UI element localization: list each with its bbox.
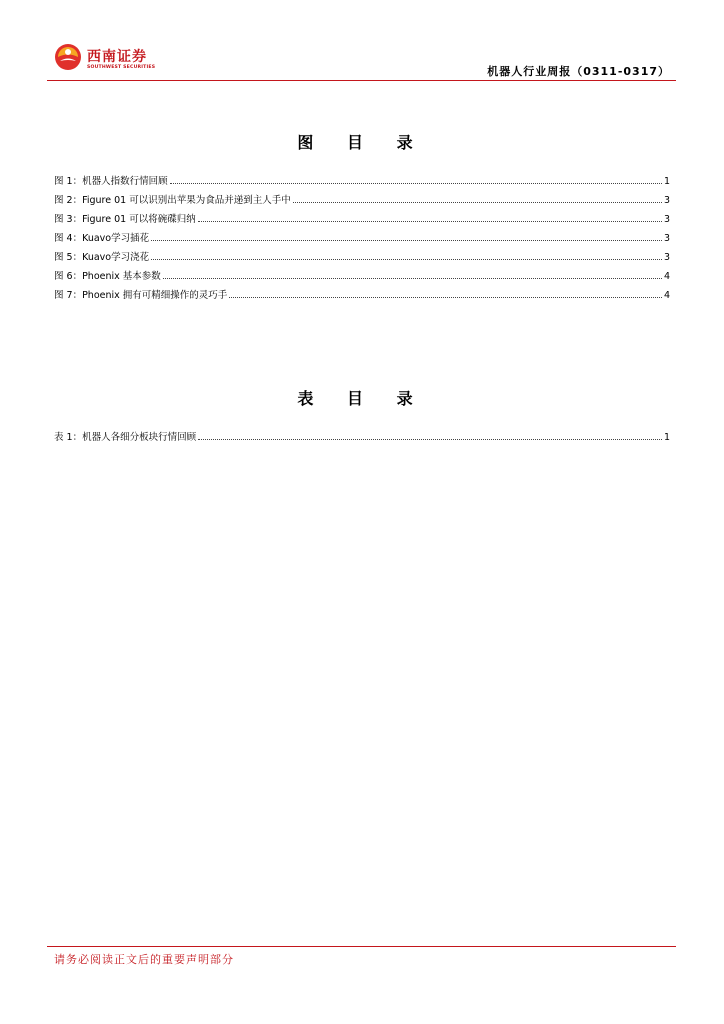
toc-entry[interactable] <box>54 187 670 206</box>
header-divider <box>47 80 676 81</box>
footer-divider <box>47 946 676 947</box>
toc-entry[interactable] <box>54 168 670 187</box>
logo-chinese-name: 西南证券 <box>87 49 147 65</box>
footer-disclaimer: 请务必阅读正文后的重要声明部分 <box>54 953 234 966</box>
table-toc-list <box>54 424 670 443</box>
page-header <box>0 0 724 82</box>
toc-entry[interactable] <box>54 263 670 282</box>
logo-icon <box>54 43 82 71</box>
toc-entry-label[interactable]: 图 3：Figure 01 可以将碗碟归纳 <box>54 214 196 225</box>
toc-leader-dots <box>151 258 662 260</box>
toc-entry-page[interactable]: 3 <box>663 195 670 206</box>
toc-entry-label[interactable]: 图 5：Kuavo学习浇花 <box>54 252 150 263</box>
toc-entry-label[interactable]: 图 4：Kuavo学习插花 <box>54 233 150 244</box>
toc-leader-dots <box>198 438 662 440</box>
toc-entry[interactable] <box>54 225 670 244</box>
toc-entry-page[interactable]: 1 <box>663 432 670 443</box>
toc-entry-page[interactable]: 4 <box>663 290 670 301</box>
toc-entry-page[interactable]: 3 <box>663 252 670 263</box>
toc-leader-dots <box>151 239 662 241</box>
toc-leader-dots <box>198 220 662 222</box>
report-title: 机器人行业周报（0311-0317） <box>487 65 670 78</box>
figure-toc-title: 图 目 录 <box>297 133 427 152</box>
toc-entry-page[interactable]: 1 <box>663 176 670 187</box>
figure-toc-list <box>54 168 670 301</box>
toc-entry-label[interactable]: 表 1：机器人各细分板块行情回顾 <box>54 432 197 443</box>
logo-english-name: SOUTHWEST SECURITIES <box>87 65 156 70</box>
toc-entry-label[interactable]: 图 1：机器人指数行情回顾 <box>54 176 168 187</box>
toc-entry[interactable] <box>54 282 670 301</box>
toc-entry[interactable] <box>54 206 670 225</box>
table-toc-title: 表 目 录 <box>297 389 427 408</box>
company-logo <box>54 43 154 75</box>
toc-leader-dots <box>170 182 662 184</box>
toc-leader-dots <box>229 296 662 298</box>
toc-leader-dots <box>163 277 662 279</box>
toc-entry-page[interactable]: 3 <box>663 233 670 244</box>
toc-entry[interactable] <box>54 244 670 263</box>
toc-entry[interactable] <box>54 424 670 443</box>
toc-leader-dots <box>293 201 662 203</box>
toc-entry-label[interactable]: 图 7：Phoenix 拥有可精细操作的灵巧手 <box>54 290 228 301</box>
toc-entry-label[interactable]: 图 2：Figure 01 可以识别出苹果为食品并递到主人手中 <box>54 195 291 206</box>
toc-entry-page[interactable]: 3 <box>663 214 670 225</box>
toc-entry-label[interactable]: 图 6：Phoenix 基本参数 <box>54 271 161 282</box>
toc-entry-page[interactable]: 4 <box>663 271 670 282</box>
